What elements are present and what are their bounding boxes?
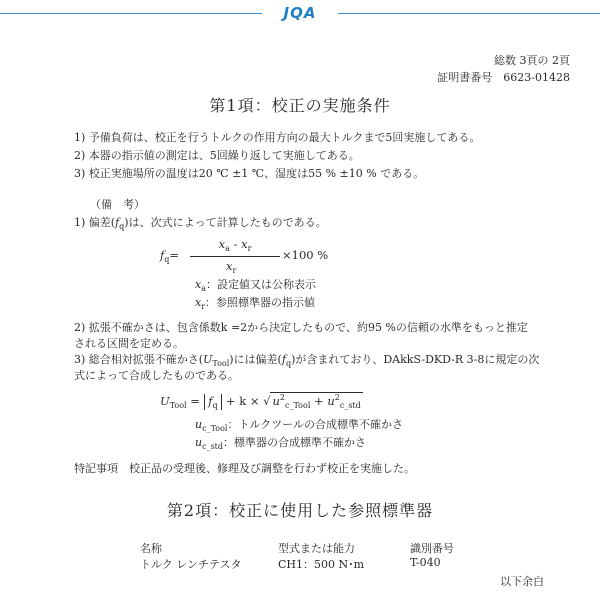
table-cell-name: トルク レンチテスタ: [140, 558, 242, 571]
condition-2: 2) 本器の指示値の測定は、5回繰り返して実施してある。: [74, 149, 360, 162]
section2-title: 第2項：校正に使用した参照標準器: [166, 501, 434, 520]
definition-xa: $x_a$：設定値又は公称表示: [195, 278, 316, 293]
note-1: 1) 偏差$(f_q)$は、次式によって計算したものである。: [74, 216, 327, 231]
note-2-line1: 2) 拡張不確かさは、包含係数k =2から決定したもので、約95 %の信頼の水準をもっと推定: [74, 321, 528, 334]
condition-3: 3) 校正実施場所の温度は20 ℃ ±1 ℃、湿度は55 % ±10 % である。: [74, 167, 425, 180]
note-3-line1: 3) 総合相対拡張不確かさ$(U_{Tool})$には偏差$(f_q)$が含まれており、DAkkS-DKD-R 3-8に規定の次: [74, 353, 540, 368]
definition-xr: $x_r$：参照標準器の指示値: [195, 296, 316, 311]
page-count: 総数 3頁の 2頁: [494, 54, 570, 67]
section1-title: 第1項：校正の実施条件: [209, 96, 391, 115]
fraction-bar: [190, 256, 280, 257]
uncertainty-equation: $U_{Tool} = f_q + k$ × √ $u^2_{c\_Tool} + u^2_{c\_std}$: [160, 393, 361, 410]
jqa-logo: JQA: [283, 4, 317, 22]
formula-multiplier: ×100 %: [282, 248, 329, 262]
condition-1: 1) 予備負荷は、校正を行うトルクの作用方向の最大トルクまで5回実施してある。: [74, 131, 481, 144]
column-header-name: 名称: [140, 542, 162, 555]
notes-label: （備 考）: [90, 198, 145, 211]
column-header-model: 型式または能力: [278, 542, 355, 555]
note-3-line2: 式によって合成したものである。: [74, 369, 239, 382]
formula-denominator: $x_r$: [226, 259, 237, 275]
definition-uc-std: $u_{c\_std}$：標準器の合成標準不確かさ: [195, 436, 367, 451]
table-cell-id: T-040: [410, 556, 441, 569]
certificate-number: 証明書番号 6623-01428: [437, 71, 570, 84]
definition-uc-tool: $u_{c\_Tool}$：トルクツールの合成標準不確かさ: [195, 418, 404, 433]
column-header-id: 識別番号: [410, 542, 454, 555]
header-rule-left: [0, 13, 262, 14]
page-info: [437, 52, 570, 86]
header-rule-right: [338, 13, 600, 14]
end-of-page-note: 以下余白: [500, 575, 544, 588]
table-cell-model: CH1：500 N･m: [278, 558, 365, 571]
special-note: 特記事項 校正品の受理後、修理及び調整を行わず校正を実施した。: [74, 462, 415, 475]
formula-numerator: $x_a - x_r$: [218, 237, 252, 253]
formula-lhs: $f_q=$: [160, 248, 180, 264]
note-2-line2: される区間を定める。: [74, 337, 184, 350]
